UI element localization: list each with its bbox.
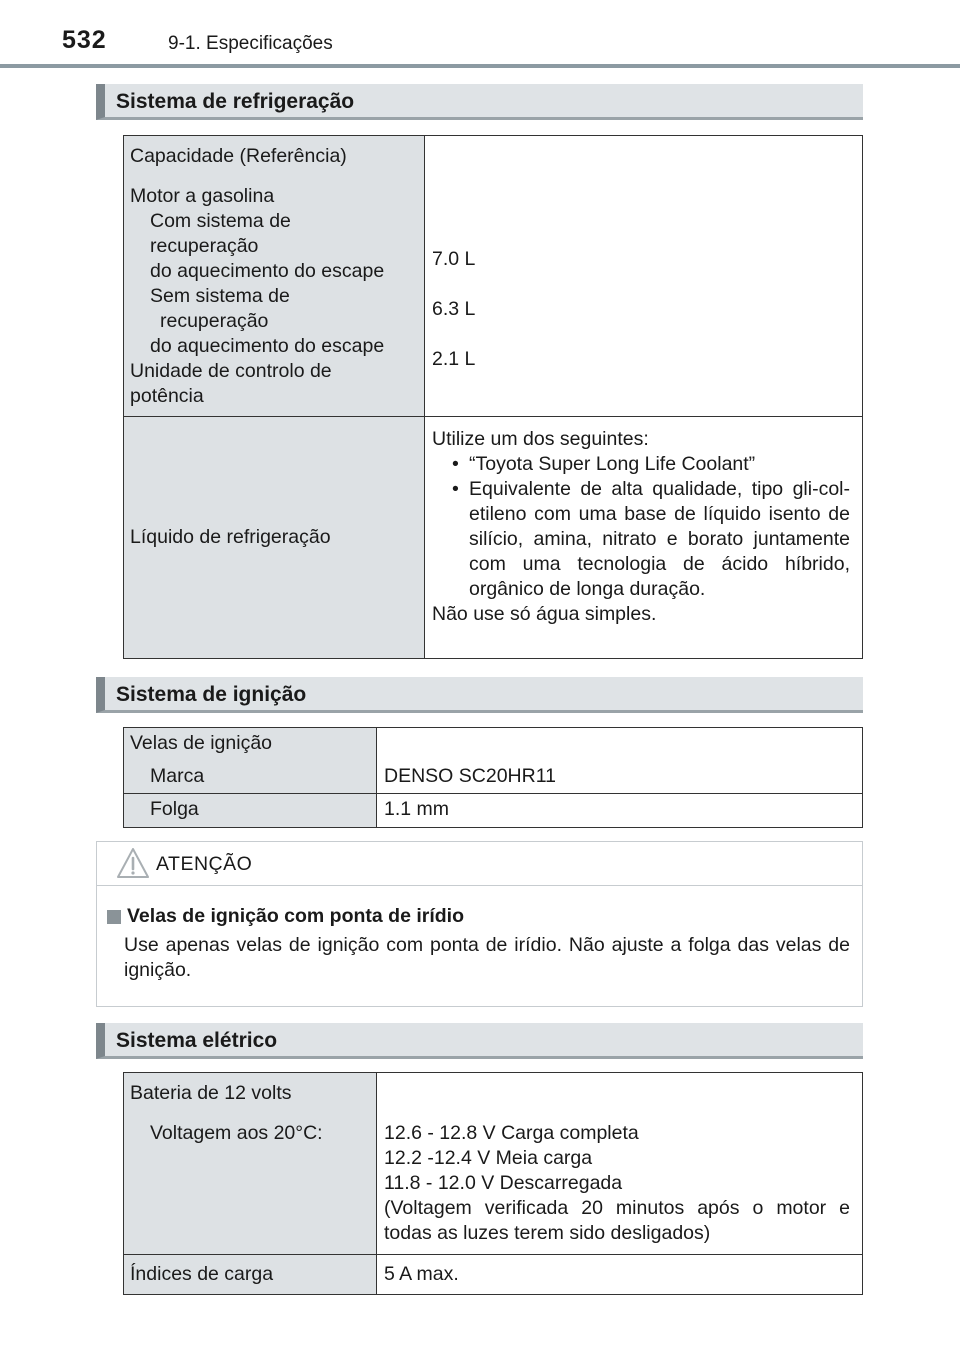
- charge-value-cell: [377, 1255, 863, 1295]
- charge-value: 5 A max.: [384, 1263, 459, 1285]
- spark-plugs-label: Velas de ignição: [130, 732, 273, 754]
- gap-label-cell: [124, 794, 377, 828]
- header-rule: [0, 64, 960, 68]
- gap-label: Folga: [150, 798, 199, 820]
- without-recovery-line1: Sem sistema de: [150, 285, 290, 307]
- value-without-recovery: 6.3 L: [432, 298, 476, 320]
- coolant-intro: Utilize um dos seguintes:: [432, 428, 649, 450]
- value-pcu: 2.1 L: [432, 348, 476, 370]
- caution-body: Use apenas velas de ignição com ponta de irídio. Não ajuste a folga das velas de ignição.: [124, 934, 850, 981]
- electrical-table: [123, 1072, 863, 1295]
- section-title-text: Sistema de refrigeração: [116, 90, 355, 113]
- list-item: • Equivalente de alta qualidade, tipo gli-col-etileno com uma base de líquido isento de silício, amina, nitrato e borato juntamente com uma tecnologia de ácido híbrido, orgânico de longa duração.: [432, 477, 850, 602]
- gap-value: 1.1 mm: [384, 798, 450, 820]
- warning-triangle-icon: [116, 847, 150, 879]
- voltage-full: 12.6 - 12.8 V Carga completa: [384, 1122, 639, 1144]
- coolant-options-list: [432, 452, 850, 602]
- battery-label: Bateria de 12 volts: [130, 1082, 292, 1104]
- voltage-half: 12.2 -12.4 V Meia carga: [384, 1147, 593, 1169]
- without-recovery-line3: do aquecimento do escape: [150, 335, 385, 357]
- charge-label: Índices de carga: [130, 1263, 274, 1285]
- section-title-ignition: [96, 677, 863, 713]
- table-row: [124, 794, 863, 828]
- charge-label-cell: [124, 1255, 377, 1295]
- battery-label-cell: [124, 1073, 377, 1255]
- list-item: • “Toyota Super Long Life Coolant”: [432, 452, 850, 477]
- brand-value-cell: [377, 728, 863, 794]
- battery-value-cell: [377, 1073, 863, 1255]
- table-row: [124, 728, 863, 794]
- section-title-text: Sistema elétrico: [116, 1029, 278, 1052]
- section-title-text: Sistema de ignição: [116, 683, 307, 706]
- section-title-electrical: [96, 1023, 863, 1059]
- section-title-cooling: [96, 84, 863, 120]
- caution-title: ATENÇÃO: [156, 853, 253, 875]
- engine-label: Motor a gasolina: [130, 185, 275, 207]
- square-bullet-icon: [107, 910, 121, 924]
- page-number: 532: [62, 26, 107, 54]
- table-row: [124, 1073, 863, 1255]
- voltage-label: Voltagem aos 20°C:: [150, 1122, 323, 1144]
- caution-box: [96, 841, 863, 1007]
- voltage-note: (Voltagem verificada 20 minutos após o motor e todas as luzes terem sido desligados): [384, 1197, 850, 1244]
- capacity-label-cell: [124, 136, 425, 417]
- coolant-note: Não use só água simples.: [432, 603, 657, 625]
- table-row: [124, 136, 863, 417]
- coolant-label: Líquido de refrigeração: [130, 526, 331, 548]
- voltage-discharged: 11.8 - 12.0 V Descarregada: [384, 1172, 623, 1194]
- page-header: [0, 0, 960, 70]
- table-row: [124, 417, 863, 659]
- pcu-line1: Unidade de controlo de: [130, 360, 332, 382]
- with-recovery-line3: do aquecimento do escape: [150, 260, 385, 282]
- without-recovery-line2: recuperação: [160, 310, 269, 332]
- with-recovery-line2: recuperação: [150, 235, 259, 257]
- table-row: [124, 1255, 863, 1295]
- ignition-table: [123, 727, 863, 828]
- section-path: 9-1. Especificações: [168, 33, 333, 54]
- coolant-label-cell: [124, 417, 425, 659]
- caution-subtitle: Velas de ignição com ponta de irídio: [127, 905, 464, 927]
- value-with-recovery: 7.0 L: [432, 248, 476, 270]
- brand-value: DENSO SC20HR11: [384, 765, 556, 787]
- brand-label: Marca: [150, 765, 205, 787]
- coolant-value-cell: [425, 417, 863, 659]
- capacity-value-cell: [425, 136, 863, 417]
- with-recovery-line1: Com sistema de: [150, 210, 291, 232]
- spark-plug-label-cell: [124, 728, 377, 794]
- capacity-title: Capacidade (Referência): [130, 145, 347, 167]
- gap-value-cell: [377, 794, 863, 828]
- cooling-table: [123, 135, 863, 659]
- caution-header: [97, 842, 862, 886]
- pcu-line2: potência: [130, 385, 204, 407]
